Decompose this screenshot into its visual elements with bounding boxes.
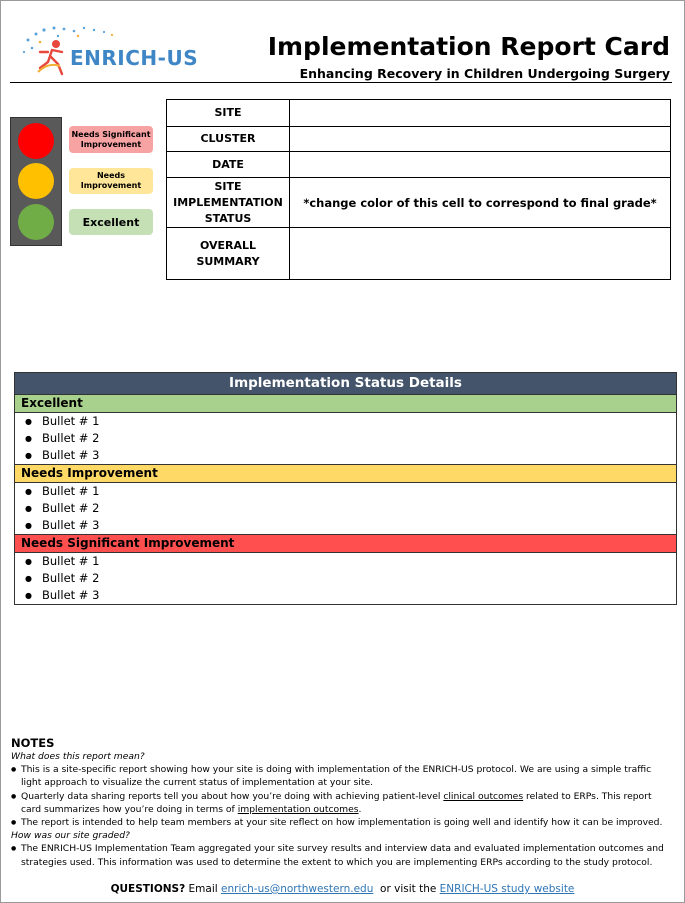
table-row (167, 152, 671, 178)
table-row (167, 228, 671, 280)
site-info-table (166, 99, 671, 280)
implementation-status-details (14, 372, 677, 605)
footer-text: Email (185, 883, 222, 895)
category-needs-significant-improvement: Needs Significant Improvement (15, 534, 676, 553)
list-item: ● Bullet # 1 (15, 413, 676, 430)
list-item: ● Bullet # 1 (15, 553, 676, 570)
notes-question-graded: How was our site graded? (11, 830, 130, 842)
legend-needs-significant-improvement: Needs Significant Improvement (69, 126, 153, 153)
table-row (167, 178, 671, 228)
header-divider (10, 82, 672, 83)
cluster-value[interactable] (290, 127, 671, 152)
green-light (18, 204, 54, 240)
notes-bullet: ● This is a site-specific report showing how your site is doing with implementation of the ENRICH-US protocol. We are using a simple traffic light approach to visualize the current status of implementation at your site. (11, 763, 673, 789)
list-item: ● Bullet # 2 (15, 500, 676, 517)
amber-light (18, 163, 54, 199)
traffic-light (10, 117, 62, 246)
study-website-link[interactable]: ENRICH-US study website (439, 883, 575, 895)
needs-significant-improvement-bullet-list (15, 553, 676, 604)
questions-label: QUESTIONS? (110, 883, 186, 895)
list-item: ● Bullet # 3 (15, 447, 676, 464)
overall-summary-value[interactable] (290, 228, 671, 280)
email-link[interactable]: enrich-us@northwestern.edu (221, 883, 374, 895)
legend-excellent: Excellent (69, 209, 153, 235)
notes-bullet: ● The report is intended to help team members at your site reflect on how implementation is going well and identify how it can be improved. (11, 816, 673, 829)
status-details-title: Implementation Status Details (15, 373, 676, 394)
logo-text: ENRICH-US (70, 46, 199, 70)
list-item: ● Bullet # 3 (15, 587, 676, 604)
site-value[interactable] (290, 100, 671, 127)
excellent-bullet-list (15, 413, 676, 464)
page-title: Implementation Report Card (267, 32, 670, 61)
date-label: DATE (167, 152, 290, 178)
list-item: ● Bullet # 1 (15, 483, 676, 500)
needs-improvement-bullet-list (15, 483, 676, 534)
site-implementation-status-label: SITE IMPLEMENTATION STATUS (167, 178, 290, 228)
overall-summary-label: OVERALL SUMMARY (167, 228, 290, 280)
category-excellent: Excellent (15, 394, 676, 413)
footer-contact (0, 883, 685, 895)
notes-question-meaning: What does this report mean? (11, 751, 145, 762)
date-value[interactable] (290, 152, 671, 178)
list-item: ● Bullet # 2 (15, 570, 676, 587)
category-needs-improvement: Needs Improvement (15, 464, 676, 483)
footer-text: or visit the (373, 883, 440, 895)
site-implementation-status-value[interactable]: *change color of this cell to correspond to final grade* (290, 178, 671, 228)
list-item: ● Bullet # 3 (15, 517, 676, 534)
cluster-label: CLUSTER (167, 127, 290, 152)
notes-heading: NOTES (11, 736, 55, 750)
red-light (18, 123, 54, 159)
list-item: ● Bullet # 2 (15, 430, 676, 447)
notes-section (11, 737, 673, 869)
notes-bullet: ● The ENRICH-US Implementation Team aggregated your site survey results and interview data and evaluated implementation outcomes and strategies used. This information was used to determine the extent to which you are implementing ERPs according to the study protocol. (11, 842, 673, 868)
table-row (167, 127, 671, 152)
legend-needs-improvement: Needs Improvement (69, 168, 153, 194)
page-subtitle: Enhancing Recovery in Children Undergoing Surgery (299, 66, 670, 81)
clinical-outcomes-text: clinical outcomes (443, 790, 524, 802)
notes-bullet: ● Quarterly data sharing reports tell you about how you’re doing with achieving patient-level clinical outcomes related to ERPs. This report card summarizes how you’re doing in terms of implementation outcomes. (11, 790, 673, 816)
site-label: SITE (167, 100, 290, 127)
table-row (167, 100, 671, 127)
implementation-outcomes-text: implementation outcomes (237, 803, 359, 815)
